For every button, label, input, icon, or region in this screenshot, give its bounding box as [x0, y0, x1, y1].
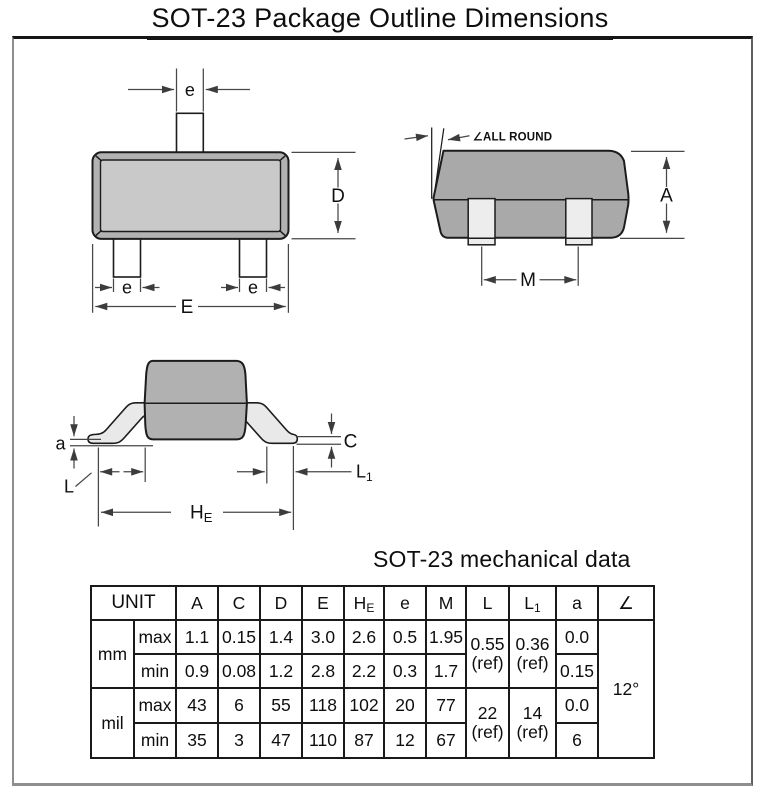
cell-mm-min-E: 2.8 — [302, 654, 344, 688]
table-subtitle: SOT-23 mechanical data — [373, 546, 631, 572]
cell-mm-L: 0.55 (ref) — [466, 620, 509, 688]
cell-mil-min-A: 35 — [176, 723, 218, 758]
side-body — [434, 151, 629, 238]
cell-mm-max-A: 1.1 — [176, 620, 218, 654]
cell-mm-min-a: 0.15 — [556, 654, 598, 688]
header-L1: $L_1$ — [509, 586, 556, 620]
cell-mil-max-a: 0.0 — [556, 688, 598, 723]
cell-mil-min-M: 67 — [426, 723, 466, 758]
cell-mm-max-E: 3.0 — [302, 620, 344, 654]
label-e-top: e — [184, 80, 195, 100]
cell-mil-min-HE: 87 — [344, 723, 384, 758]
cell-mm-max-e: 0.5 — [384, 620, 426, 654]
row-label-mm: mm — [91, 620, 134, 688]
cell-mm-min-M: 1.7 — [426, 654, 466, 688]
page-title: SOT-23 Package Outline Dimensions — [0, 3, 760, 40]
cell-mm-max-HE: 2.6 — [344, 620, 384, 654]
header-angle: ∠ — [598, 586, 654, 620]
header-C: C — [218, 586, 260, 620]
dim-D — [292, 152, 356, 238]
cell-mil-max-A: 43 — [176, 688, 218, 723]
body-inner — [101, 160, 281, 232]
label-a: a — [55, 433, 66, 454]
bottom-left-pin — [114, 238, 141, 278]
label-C: C — [343, 431, 358, 453]
cell-mil-max-E: 118 — [302, 688, 344, 723]
label-M: M — [520, 269, 536, 291]
header-E: E — [302, 586, 344, 620]
row-mm-max — [91, 620, 654, 654]
cell-mil-max-e: 20 — [384, 688, 426, 723]
label-e-bottom-left: e — [121, 277, 133, 298]
label-L1: L1 — [356, 461, 373, 484]
row-mm-min — [91, 654, 654, 688]
cell-mm-min-D: 1.2 — [260, 654, 302, 688]
cell-mm-min-C: 0.08 — [218, 654, 260, 688]
header-e: e — [384, 586, 426, 620]
dim-C — [297, 414, 342, 468]
left-lead — [88, 403, 147, 444]
cell-mm-max-M: 1.95 — [426, 620, 466, 654]
cell-mm-min-HE: 2.2 — [344, 654, 384, 688]
cell-mil-min-D: 47 — [260, 723, 302, 758]
cell-mil-L: 22 (ref) — [466, 688, 509, 758]
front-view-diagram — [55, 361, 373, 530]
label-all-round: ∠ALL ROUND — [472, 131, 553, 144]
cell-mm-max-D: 1.4 — [260, 620, 302, 654]
row-label-mil: mil — [91, 688, 134, 758]
header-L: L — [466, 586, 509, 620]
cell-mil-max-HE: 102 — [344, 688, 384, 723]
label-A: A — [660, 185, 673, 207]
label-D: D — [331, 186, 345, 207]
cell-mm-min-A: 0.9 — [176, 654, 218, 688]
header-D: D — [260, 586, 302, 620]
label-HE: HE — [190, 502, 213, 525]
top-pin — [177, 113, 204, 154]
cell-mm-max-a: 0.0 — [556, 620, 598, 654]
cell-mil-max-D: 55 — [260, 688, 302, 723]
header-M: M — [426, 586, 466, 620]
header-unit: UNIT — [91, 586, 176, 620]
cell-mm-max-C: 0.15 — [218, 620, 260, 654]
dim-A — [620, 151, 685, 238]
header-A: A — [176, 586, 218, 620]
cell-mil-min-a: 6 — [556, 723, 598, 758]
table-header-row — [91, 586, 654, 620]
top-view-diagram — [93, 69, 356, 319]
cell-mil-min-E: 110 — [302, 723, 344, 758]
row-label-mil-max: max — [134, 688, 176, 723]
cell-mil-max-C: 6 — [218, 688, 260, 723]
row-label-mm-min: min — [134, 654, 176, 688]
cell-mil-max-M: 77 — [426, 688, 466, 723]
row-mil-max — [91, 688, 654, 723]
cell-mm-min-e: 0.3 — [384, 654, 426, 688]
cell-mil-L1: 14 (ref) — [509, 688, 556, 758]
front-body — [145, 361, 247, 440]
row-label-mm-max: max — [134, 620, 176, 654]
label-L: L — [63, 476, 75, 497]
side-view-diagram — [405, 128, 685, 291]
cell-mm-L1: 0.36 (ref) — [509, 620, 556, 688]
header-HE: $H_E$ — [344, 586, 384, 620]
cell-mil-min-C: 3 — [218, 723, 260, 758]
label-e-bottom-right: e — [247, 277, 259, 298]
mechanical-data-table — [90, 585, 655, 759]
cell-mil-min-e: 12 — [384, 723, 426, 758]
dim-L — [76, 448, 146, 527]
row-label-mil-min: min — [134, 723, 176, 758]
dim-L1 — [237, 446, 352, 530]
cell-angle: 12° — [598, 620, 654, 758]
right-lead — [243, 403, 297, 444]
row-mil-min — [91, 723, 654, 758]
bottom-right-pin — [240, 238, 267, 278]
label-E: E — [180, 297, 194, 318]
header-a: a — [556, 586, 598, 620]
